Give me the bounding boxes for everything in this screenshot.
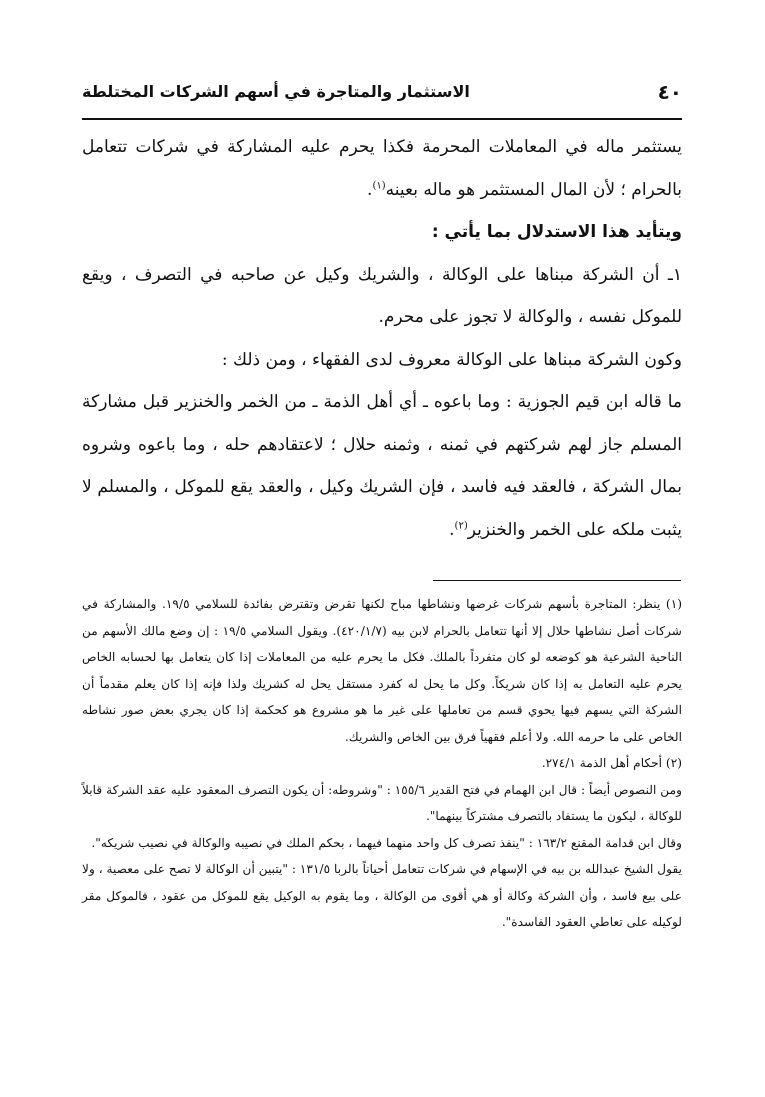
paragraph-1-end: . — [367, 179, 373, 200]
footnotes — [82, 591, 682, 936]
paragraph-4 — [82, 381, 682, 551]
paragraph-3: وكون الشركة مبناها على الوكالة معروف لدى الفقهاء ، ومن ذلك : — [221, 349, 682, 370]
page-number: ٤٠ — [657, 80, 682, 104]
paragraph-4-end: . — [449, 519, 455, 540]
footnote-2-para-2: وقال ابن قدامة المقنع ١٦٣/٢ : "ينفذ تصرف كل واحد منهما فيهما ، بحكم الملك في نصيبه والوكالة في نصيب شريكه". — [91, 835, 682, 850]
footnote-2: (٢) أحكام أهل الذمة ٢٧٤/١. — [541, 756, 682, 770]
footnote-ref-1: (١) — [372, 179, 386, 191]
paragraph-4-text: ما قاله ابن قيم الجوزية : وما باعوه ـ أي أهل الذمة ـ من الخمر والخنزير قبل مشاركة المسلم جاز لهم شركتهم في ثمنه ، وثمنه حلال ؛ لاعتقادهم حله ، وما باعوه وشروه بمال الشركة ، فالعقد فيه فاسد ، فإن الشريك وكيل ، والعقد يقع للموكل ، والمسلم لا يثبت ملكه على الخمر والخنزير — [82, 392, 682, 540]
paragraph-1-text: يستثمر ماله في المعاملات المحرمة فكذا يحرم عليه المشاركة في شركات تتعامل بالحرام ؛ لأن المال المستثمر هو ماله بعينه — [82, 137, 682, 200]
paragraph-1 — [82, 126, 682, 211]
main-text — [82, 126, 682, 551]
page-header — [82, 80, 682, 114]
header-divider — [82, 118, 682, 120]
footnote-divider — [433, 580, 681, 581]
footnote-ref-2: (٢) — [454, 519, 468, 531]
footnote-1: (١) ينظر: المتاجرة بأسهم شركات غرضها ونشاطها مباح لكنها تقرض وتقترض بفائدة للسلامي ١٩/٥. والمشاركة في شركات أصل نشاطها حلال إلا أنها تتعامل بالحرام لابن بيه (٤٢٠/١/٧). ويقول السلامي ١٩/٥ : إن وضع مالك الأسهم من الناحية الشرعية هو كوضعه لو كان متفرداً بالملك. فكل ما يحرم عليه من المعاملات إذا كان يتعامل بها لحسابه الخاص يحرم عليه التعامل به إذا كان شريكاً. وكل ما يحل له كفرد مستقل يحل له كشريك ولذا فإنه إذا كان يعلم مقدماً أن الشركة التي يسهم فيها يحوي قسم من تعاملها على غير ما هو مشروع هو كحكمة إذا كان يجري بعض صور نشاطه الخاص على ما حرمه الله. ولا أعلم فقهياً فرق بين الخاص والشريك. — [82, 597, 682, 744]
section-heading: ويتأيد هذا الاستدلال بما يأتي : — [431, 222, 682, 242]
footnote-2-para-3: يقول الشيخ عبدالله بن بيه في الإسهام في شركات تتعامل أحياناً بالربا ١٣١/٥ : "يتبين أن الوكالة لا تصح على معصية ، ولا على بيع فاسد ، وأن الشركة وكالة أو هي أقوى من الوكالة ، وما يقوم به الوكيل يقع للموكل من عقود ، فالموكل مقر لوكيله على تعاطي العقود الفاسدة". — [82, 862, 682, 929]
footnote-2-para-1: ومن النصوص أيضاً : قال ابن الهمام في فتح القدير ١٥٥/٦ : "وشروطه: أن يكون التصرف المعقود عليه عقد الشركة قابلاً للوكالة ، ليكون ما يستفاد بالتصرف مشتركاً بينهما". — [82, 782, 682, 823]
running-title: الاستثمار والمتاجرة في أسهم الشركات المختلطة — [82, 82, 470, 101]
paragraph-2: ١ـ أن الشركة مبناها على الوكالة ، والشريك وكيل عن صاحبه في التصرف ، ويقع للموكل نفسه ، والوكالة لا تجوز على محرم. — [82, 264, 682, 327]
